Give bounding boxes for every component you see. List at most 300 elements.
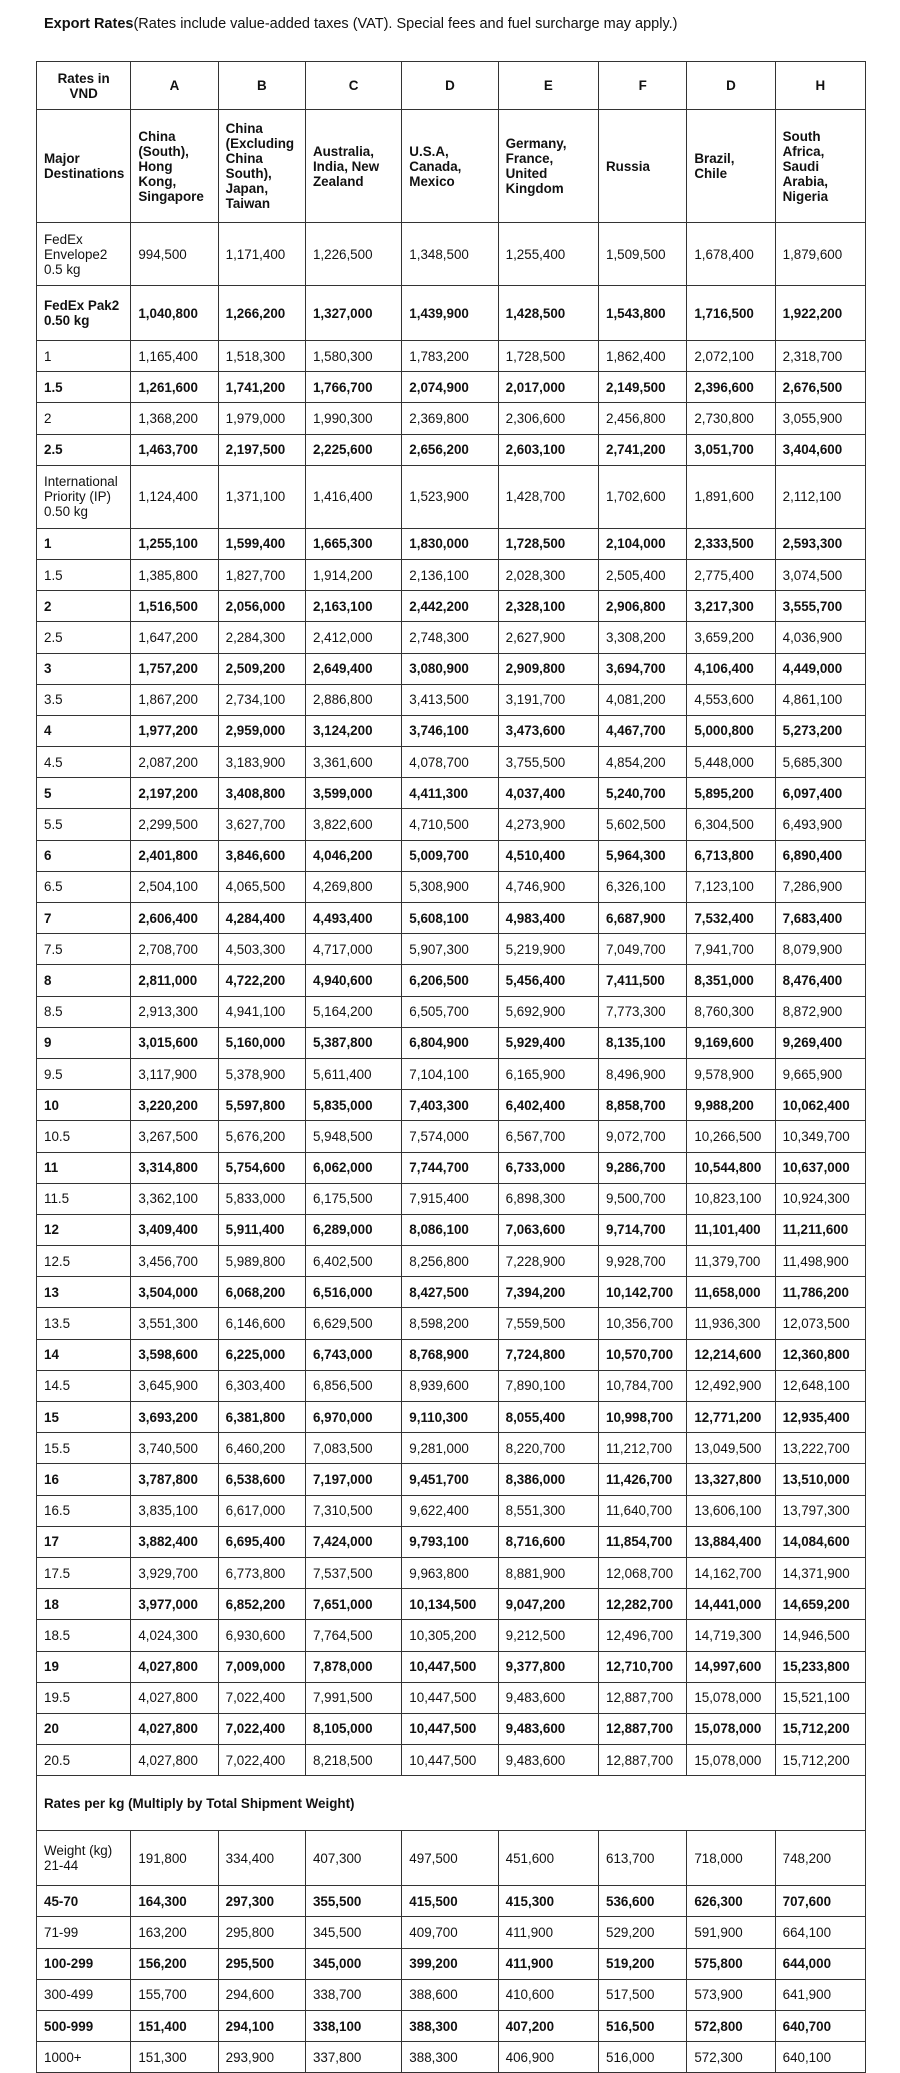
rate-cell: 7,744,700 xyxy=(402,1152,498,1183)
rate-cell: 2,074,900 xyxy=(402,372,498,403)
rate-cell: 411,900 xyxy=(498,1948,598,1979)
rate-cell: 3,456,700 xyxy=(131,1246,218,1277)
rate-cell: 2,197,500 xyxy=(218,434,305,465)
row-label: 5.5 xyxy=(37,809,131,840)
rate-cell: 2,504,100 xyxy=(131,871,218,902)
rate-cell: 4,027,800 xyxy=(131,1651,218,1682)
rate-cell: 151,400 xyxy=(131,2011,218,2042)
rate-cell: 6,068,200 xyxy=(218,1277,305,1308)
rate-cell: 11,786,200 xyxy=(775,1277,865,1308)
rate-cell: 8,079,900 xyxy=(775,934,865,965)
rate-cell: 2,606,400 xyxy=(131,903,218,934)
rate-cell: 1,599,400 xyxy=(218,528,305,559)
rate-cell: 293,900 xyxy=(218,2042,305,2073)
rate-cell: 191,800 xyxy=(131,1831,218,1886)
table-row xyxy=(37,809,866,840)
rate-cell: 1,509,500 xyxy=(599,223,687,286)
rate-cell: 4,710,500 xyxy=(402,809,498,840)
rate-cell: 7,123,100 xyxy=(687,871,775,902)
row-label: 300-499 xyxy=(37,1979,131,2010)
rate-cell: 1,728,500 xyxy=(498,341,598,372)
rate-cell: 5,448,000 xyxy=(687,747,775,778)
rate-cell: 5,929,400 xyxy=(498,1027,598,1058)
row-label: 7.5 xyxy=(37,934,131,965)
rate-cell: 14,371,900 xyxy=(775,1557,865,1588)
row-label: 6.5 xyxy=(37,871,131,902)
rate-cell: 3,746,100 xyxy=(402,715,498,746)
rate-cell: 7,773,300 xyxy=(599,996,687,1027)
rate-cell: 12,887,700 xyxy=(599,1713,687,1744)
rate-cell: 11,854,700 xyxy=(599,1526,687,1557)
zone-letter: C xyxy=(305,62,401,110)
row-label: 2 xyxy=(37,591,131,622)
rate-cell: 3,694,700 xyxy=(599,653,687,684)
rate-cell: 4,503,300 xyxy=(218,934,305,965)
rate-cell: 4,081,200 xyxy=(599,684,687,715)
row-label: 1.5 xyxy=(37,372,131,403)
rate-cell: 12,935,400 xyxy=(775,1402,865,1433)
page-title xyxy=(44,16,677,32)
table-row xyxy=(37,1495,866,1526)
rate-cell: 8,351,000 xyxy=(687,965,775,996)
rate-cell: 1,040,800 xyxy=(131,286,218,341)
rate-cell: 10,062,400 xyxy=(775,1090,865,1121)
rate-cell: 11,640,700 xyxy=(599,1495,687,1526)
rate-cell: 12,771,200 xyxy=(687,1402,775,1433)
rate-cell: 14,946,500 xyxy=(775,1620,865,1651)
row-label: 13 xyxy=(37,1277,131,1308)
rate-cell: 707,600 xyxy=(775,1886,865,1917)
table-row xyxy=(37,1308,866,1339)
rate-cell: 1,867,200 xyxy=(131,684,218,715)
rate-cell: 5,009,700 xyxy=(402,840,498,871)
rate-cell: 7,878,000 xyxy=(305,1651,401,1682)
rate-cell: 12,648,100 xyxy=(775,1370,865,1401)
rate-cell: 6,493,900 xyxy=(775,809,865,840)
rate-cell: 8,256,800 xyxy=(402,1246,498,1277)
rate-cell: 3,693,200 xyxy=(131,1402,218,1433)
row-label: 16.5 xyxy=(37,1495,131,1526)
rate-cell: 2,136,100 xyxy=(402,559,498,590)
rate-cell: 15,078,000 xyxy=(687,1682,775,1713)
rate-cell: 7,083,500 xyxy=(305,1433,401,1464)
row-label: 71-99 xyxy=(37,1917,131,1948)
rate-cell: 7,683,400 xyxy=(775,903,865,934)
rate-cell: 11,936,300 xyxy=(687,1308,775,1339)
rate-cell: 409,700 xyxy=(402,1917,498,1948)
zone-letter: A xyxy=(131,62,218,110)
rate-cell: 12,068,700 xyxy=(599,1557,687,1588)
rate-cell: 5,308,900 xyxy=(402,871,498,902)
rate-cell: 2,509,200 xyxy=(218,653,305,684)
rate-cell: 7,022,400 xyxy=(218,1713,305,1744)
rate-cell: 4,036,900 xyxy=(775,622,865,653)
rate-cell: 3,599,000 xyxy=(305,778,401,809)
rate-cell: 13,606,100 xyxy=(687,1495,775,1526)
rate-cell: 297,300 xyxy=(218,1886,305,1917)
rate-cell: 573,900 xyxy=(687,1979,775,2010)
table-row xyxy=(37,1464,866,1495)
rate-cell: 4,046,200 xyxy=(305,840,401,871)
destination-cell: U.S.A, Canada, Mexico xyxy=(402,110,498,223)
rate-cell: 7,022,400 xyxy=(218,1745,305,1776)
rate-cell: 7,724,800 xyxy=(498,1339,598,1370)
rate-cell: 13,510,000 xyxy=(775,1464,865,1495)
table-row xyxy=(37,1948,866,1979)
table-row xyxy=(37,965,866,996)
rate-cell: 3,787,800 xyxy=(131,1464,218,1495)
rate-cell: 6,804,900 xyxy=(402,1027,498,1058)
table-row xyxy=(37,684,866,715)
row-label: 17.5 xyxy=(37,1557,131,1588)
rate-cell: 3,409,400 xyxy=(131,1214,218,1245)
row-label: 6 xyxy=(37,840,131,871)
rate-cell: 1,428,500 xyxy=(498,286,598,341)
rate-cell: 9,286,700 xyxy=(599,1152,687,1183)
rate-cell: 1,226,500 xyxy=(305,223,401,286)
rate-cell: 15,712,200 xyxy=(775,1713,865,1744)
rate-cell: 2,603,100 xyxy=(498,434,598,465)
rate-cell: 2,913,300 xyxy=(131,996,218,1027)
rate-cell: 9,793,100 xyxy=(402,1526,498,1557)
rate-cell: 2,328,100 xyxy=(498,591,598,622)
destination-cell: Russia xyxy=(599,110,687,223)
row-label: 8 xyxy=(37,965,131,996)
rate-cell: 10,570,700 xyxy=(599,1339,687,1370)
rate-cell: 7,403,300 xyxy=(402,1090,498,1121)
rate-cell: 1,766,700 xyxy=(305,372,401,403)
rate-cell: 9,988,200 xyxy=(687,1090,775,1121)
row-label: 12 xyxy=(37,1214,131,1245)
rate-cell: 2,811,000 xyxy=(131,965,218,996)
rate-cell: 14,659,200 xyxy=(775,1589,865,1620)
rate-cell: 7,537,500 xyxy=(305,1557,401,1588)
rate-cell: 3,740,500 xyxy=(131,1433,218,1464)
rate-cell: 10,349,700 xyxy=(775,1121,865,1152)
rate-cell: 1,862,400 xyxy=(599,341,687,372)
rate-cell: 8,055,400 xyxy=(498,1402,598,1433)
destinations-label: Major Destinations xyxy=(37,110,131,223)
rate-cell: 415,500 xyxy=(402,1886,498,1917)
rate-cell: 338,700 xyxy=(305,1979,401,2010)
rate-cell: 10,447,500 xyxy=(402,1713,498,1744)
rate-cell: 572,800 xyxy=(687,2011,775,2042)
rate-cell: 1,665,300 xyxy=(305,528,401,559)
rate-cell: 11,212,700 xyxy=(599,1433,687,1464)
table-row xyxy=(37,1745,866,1776)
rate-cell: 2,197,200 xyxy=(131,778,218,809)
table-row xyxy=(37,1831,866,1886)
rate-cell: 8,939,600 xyxy=(402,1370,498,1401)
rate-cell: 9,500,700 xyxy=(599,1183,687,1214)
rate-cell: 3,846,600 xyxy=(218,840,305,871)
rate-cell: 9,281,000 xyxy=(402,1433,498,1464)
rate-cell: 13,884,400 xyxy=(687,1526,775,1557)
rate-cell: 11,426,700 xyxy=(599,1464,687,1495)
table-row xyxy=(37,2042,866,2073)
rate-cell: 6,713,800 xyxy=(687,840,775,871)
rate-cell: 14,084,600 xyxy=(775,1526,865,1557)
rate-cell: 3,413,500 xyxy=(402,684,498,715)
rate-cell: 3,015,600 xyxy=(131,1027,218,1058)
rate-cell: 1,543,800 xyxy=(599,286,687,341)
corner-cell: Rates in VND xyxy=(37,62,131,110)
table-row xyxy=(37,286,866,341)
row-label: 19.5 xyxy=(37,1682,131,1713)
row-label: 100-299 xyxy=(37,1948,131,1979)
table-row xyxy=(37,1090,866,1121)
rate-cell: 2,886,800 xyxy=(305,684,401,715)
row-label: 9.5 xyxy=(37,1058,131,1089)
rate-cell: 9,483,600 xyxy=(498,1745,598,1776)
table-row xyxy=(37,341,866,372)
rate-cell: 334,400 xyxy=(218,1831,305,1886)
rate-cell: 1,728,500 xyxy=(498,528,598,559)
rate-cell: 8,476,400 xyxy=(775,965,865,996)
rate-cell: 4,078,700 xyxy=(402,747,498,778)
rate-cell: 7,532,400 xyxy=(687,903,775,934)
rate-cell: 1,741,200 xyxy=(218,372,305,403)
rate-cell: 155,700 xyxy=(131,1979,218,2010)
rate-cell: 411,900 xyxy=(498,1917,598,1948)
row-label: 500-999 xyxy=(37,2011,131,2042)
rate-cell: 338,100 xyxy=(305,2011,401,2042)
row-label: 3.5 xyxy=(37,684,131,715)
table-row xyxy=(37,1526,866,1557)
rate-cell: 2,087,200 xyxy=(131,747,218,778)
rate-cell: 2,456,800 xyxy=(599,403,687,434)
rate-cell: 497,500 xyxy=(402,1831,498,1886)
rate-cell: 10,134,500 xyxy=(402,1589,498,1620)
rate-cell: 7,228,900 xyxy=(498,1246,598,1277)
rate-cell: 2,775,400 xyxy=(687,559,775,590)
rate-cell: 12,073,500 xyxy=(775,1308,865,1339)
table-row xyxy=(37,591,866,622)
rate-cell: 3,314,800 xyxy=(131,1152,218,1183)
rate-cell: 6,303,400 xyxy=(218,1370,305,1401)
rate-cell: 7,197,000 xyxy=(305,1464,401,1495)
rate-cell: 163,200 xyxy=(131,1917,218,1948)
rate-cell: 2,906,800 xyxy=(599,591,687,622)
rate-cell: 2,284,300 xyxy=(218,622,305,653)
rate-cell: 10,447,500 xyxy=(402,1745,498,1776)
table-row xyxy=(37,996,866,1027)
row-label: 14.5 xyxy=(37,1370,131,1401)
row-label: International Priority (IP) 0.50 kg xyxy=(37,465,131,528)
rate-cell: 7,394,200 xyxy=(498,1277,598,1308)
rate-cell: 10,544,800 xyxy=(687,1152,775,1183)
rate-cell: 3,822,600 xyxy=(305,809,401,840)
rate-cell: 10,266,500 xyxy=(687,1121,775,1152)
rate-cell: 1,580,300 xyxy=(305,341,401,372)
rate-cell: 3,473,600 xyxy=(498,715,598,746)
table-row xyxy=(37,1917,866,1948)
rate-cell: 2,299,500 xyxy=(131,809,218,840)
table-row xyxy=(37,372,866,403)
rate-cell: 9,047,200 xyxy=(498,1589,598,1620)
row-label: 1 xyxy=(37,341,131,372)
rate-cell: 7,764,500 xyxy=(305,1620,401,1651)
section-heading: Rates per kg (Multiply by Total Shipment Weight) xyxy=(37,1776,866,1831)
zone-letter: B xyxy=(218,62,305,110)
zone-letter: E xyxy=(498,62,598,110)
row-label: 45-70 xyxy=(37,1886,131,1917)
rate-cell: 9,714,700 xyxy=(599,1214,687,1245)
rate-cell: 2,104,000 xyxy=(599,528,687,559)
rate-cell: 3,555,700 xyxy=(775,591,865,622)
rate-cell: 2,163,100 xyxy=(305,591,401,622)
row-label: 4.5 xyxy=(37,747,131,778)
rate-cell: 6,687,900 xyxy=(599,903,687,934)
rate-cell: 407,300 xyxy=(305,1831,401,1886)
rate-cell: 9,110,300 xyxy=(402,1402,498,1433)
rate-cell: 3,117,900 xyxy=(131,1058,218,1089)
rate-cell: 1,830,000 xyxy=(402,528,498,559)
table-row xyxy=(37,1433,866,1464)
rate-cell: 6,460,200 xyxy=(218,1433,305,1464)
rate-cell: 748,200 xyxy=(775,1831,865,1886)
rate-cell: 8,218,500 xyxy=(305,1745,401,1776)
rate-cell: 3,191,700 xyxy=(498,684,598,715)
rate-cell: 1,261,600 xyxy=(131,372,218,403)
rate-cell: 640,100 xyxy=(775,2042,865,2073)
rate-cell: 1,757,200 xyxy=(131,653,218,684)
rate-cell: 4,027,800 xyxy=(131,1745,218,1776)
rate-body xyxy=(37,223,866,2073)
rate-cell: 3,598,600 xyxy=(131,1339,218,1370)
rate-cell: 6,856,500 xyxy=(305,1370,401,1401)
zone-letter: D xyxy=(687,62,775,110)
rate-cell: 6,206,500 xyxy=(402,965,498,996)
row-label: Weight (kg) 21-44 xyxy=(37,1831,131,1886)
rate-cell: 11,101,400 xyxy=(687,1214,775,1245)
rate-cell: 5,895,200 xyxy=(687,778,775,809)
zone-letter: F xyxy=(599,62,687,110)
per-kg-section-row xyxy=(37,1776,866,1831)
rate-cell: 1,523,900 xyxy=(402,465,498,528)
rate-cell: 7,063,600 xyxy=(498,1214,598,1245)
rate-cell: 5,160,000 xyxy=(218,1027,305,1058)
rate-cell: 6,898,300 xyxy=(498,1183,598,1214)
rate-cell: 6,146,600 xyxy=(218,1308,305,1339)
rate-cell: 337,800 xyxy=(305,2042,401,2073)
rate-cell: 399,200 xyxy=(402,1948,498,1979)
rate-cell: 1,371,100 xyxy=(218,465,305,528)
rate-cell: 12,214,600 xyxy=(687,1339,775,1370)
table-row xyxy=(37,1557,866,1588)
rate-cell: 15,521,100 xyxy=(775,1682,865,1713)
rate-cell: 6,165,900 xyxy=(498,1058,598,1089)
rate-cell: 2,734,100 xyxy=(218,684,305,715)
rate-cell: 9,269,400 xyxy=(775,1027,865,1058)
rate-cell: 6,505,700 xyxy=(402,996,498,1027)
rate-cell: 4,717,000 xyxy=(305,934,401,965)
rate-cell: 4,106,400 xyxy=(687,653,775,684)
rate-cell: 5,273,200 xyxy=(775,715,865,746)
rate-cell: 9,169,600 xyxy=(687,1027,775,1058)
rate-cell: 516,000 xyxy=(599,2042,687,2073)
rate-cell: 6,304,500 xyxy=(687,809,775,840)
table-row xyxy=(37,465,866,528)
rate-cell: 9,451,700 xyxy=(402,1464,498,1495)
rate-cell: 8,881,900 xyxy=(498,1557,598,1588)
rate-cell: 2,909,800 xyxy=(498,653,598,684)
rate-cell: 7,559,500 xyxy=(498,1308,598,1339)
rate-cell: 15,233,800 xyxy=(775,1651,865,1682)
table-row xyxy=(37,1214,866,1245)
rate-cell: 6,970,000 xyxy=(305,1402,401,1433)
rate-cell: 295,800 xyxy=(218,1917,305,1948)
rate-cell: 2,017,000 xyxy=(498,372,598,403)
table-row xyxy=(37,1589,866,1620)
rate-cell: 12,887,700 xyxy=(599,1682,687,1713)
rate-cell: 1,416,400 xyxy=(305,465,401,528)
rate-cell: 575,800 xyxy=(687,1948,775,1979)
table-row xyxy=(37,871,866,902)
rate-cell: 5,597,800 xyxy=(218,1090,305,1121)
rate-cell: 5,387,800 xyxy=(305,1027,401,1058)
rate-cell: 6,617,000 xyxy=(218,1495,305,1526)
rate-cell: 9,377,800 xyxy=(498,1651,598,1682)
rate-cell: 517,500 xyxy=(599,1979,687,2010)
rate-cell: 5,907,300 xyxy=(402,934,498,965)
rate-cell: 572,300 xyxy=(687,2042,775,2073)
rate-cell: 4,269,800 xyxy=(305,871,401,902)
rate-cell: 5,000,800 xyxy=(687,715,775,746)
rate-cell: 15,078,000 xyxy=(687,1713,775,1744)
rate-cell: 6,289,000 xyxy=(305,1214,401,1245)
table-row xyxy=(37,1277,866,1308)
row-label: 14 xyxy=(37,1339,131,1370)
row-label: 11.5 xyxy=(37,1183,131,1214)
rate-cell: 5,164,200 xyxy=(305,996,401,1027)
rate-cell: 6,381,800 xyxy=(218,1402,305,1433)
rate-cell: 15,712,200 xyxy=(775,1745,865,1776)
rate-cell: 6,402,500 xyxy=(305,1246,401,1277)
rate-cell: 7,049,700 xyxy=(599,934,687,965)
row-label: 1 xyxy=(37,528,131,559)
rate-cell: 3,361,600 xyxy=(305,747,401,778)
rate-cell: 295,500 xyxy=(218,1948,305,1979)
rate-cell: 3,627,700 xyxy=(218,809,305,840)
rate-cell: 5,989,800 xyxy=(218,1246,305,1277)
rate-cell: 4,941,100 xyxy=(218,996,305,1027)
title-bold: Export Rates xyxy=(44,16,134,32)
row-label: 2.5 xyxy=(37,434,131,465)
rate-cell: 4,273,900 xyxy=(498,809,598,840)
rate-cell: 10,447,500 xyxy=(402,1682,498,1713)
rate-cell: 7,310,500 xyxy=(305,1495,401,1526)
rate-cell: 9,622,400 xyxy=(402,1495,498,1526)
row-label: 11 xyxy=(37,1152,131,1183)
rate-cell: 8,872,900 xyxy=(775,996,865,1027)
rate-cell: 451,600 xyxy=(498,1831,598,1886)
rate-cell: 5,833,000 xyxy=(218,1183,305,1214)
rate-cell: 5,608,100 xyxy=(402,903,498,934)
rate-cell: 4,037,400 xyxy=(498,778,598,809)
row-label: 1000+ xyxy=(37,2042,131,2073)
table-row xyxy=(37,1402,866,1433)
rate-cell: 591,900 xyxy=(687,1917,775,1948)
rate-cell: 10,142,700 xyxy=(599,1277,687,1308)
rate-cell: 10,637,000 xyxy=(775,1152,865,1183)
rate-cell: 626,300 xyxy=(687,1886,775,1917)
rate-cell: 516,500 xyxy=(599,2011,687,2042)
rate-cell: 7,424,000 xyxy=(305,1526,401,1557)
row-label: 19 xyxy=(37,1651,131,1682)
rate-cell: 3,404,600 xyxy=(775,434,865,465)
rate-cell: 13,797,300 xyxy=(775,1495,865,1526)
